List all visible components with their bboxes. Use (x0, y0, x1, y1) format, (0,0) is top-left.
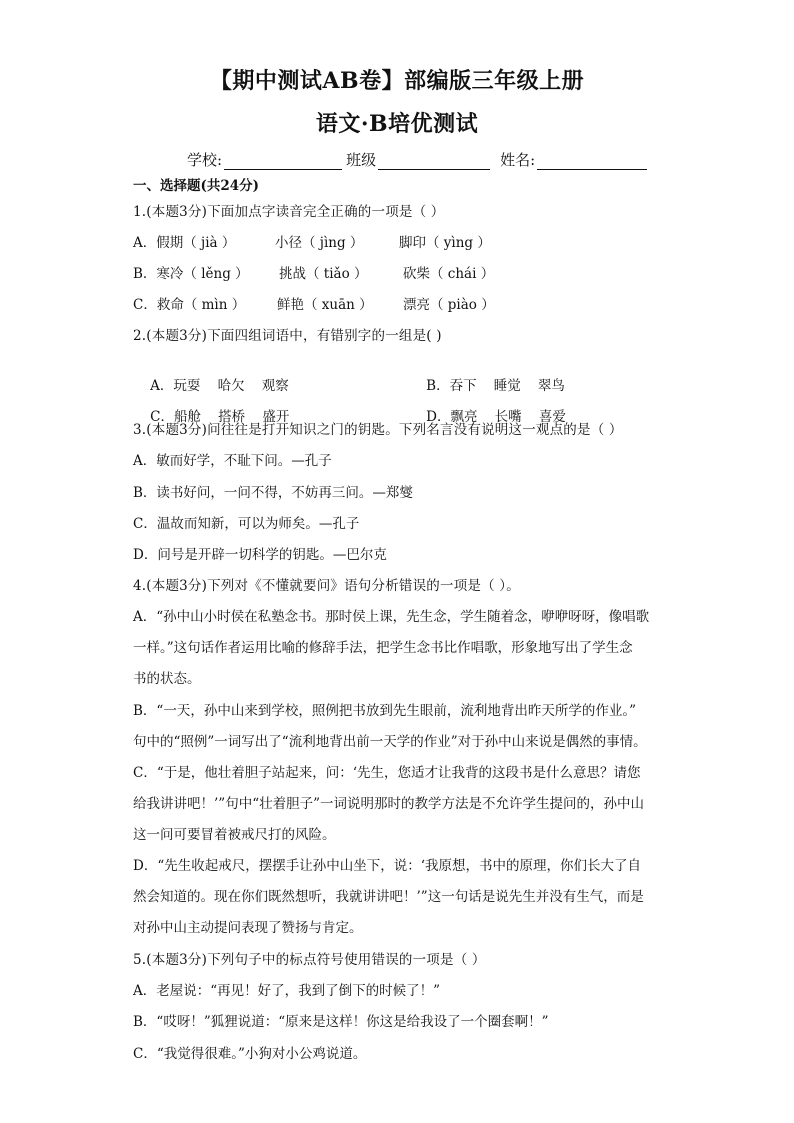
class-label: 班级 (346, 151, 377, 169)
question-2-option-c: C．船舱 搭桥 盛开 (150, 409, 290, 425)
question-2-option-a: A．玩耍 哈欠 观察 (150, 378, 289, 394)
question-1-option-b (133, 265, 494, 283)
question-2-stem: 2.(本题3分)下面四组词语中，有错别字的一组是( ) (133, 328, 442, 344)
question-4-option-a-line-1: A．“孙中山小时侯在私塾念书。那时侯上课，先生念，学生随着念，咿咿呀呀，像唱歌 (133, 609, 650, 625)
option-cell: 鲜艳（ xuān ） (277, 297, 373, 313)
question-1-option-c (133, 296, 495, 314)
school-label: 学校: (187, 151, 223, 169)
question-3-option-a: A．敏而好学，不耻下问。—孔子 (133, 453, 332, 469)
exam-subtitle: 语文·B培优测试 (315, 111, 479, 137)
question-4-option-d-line-3: 对孙中山主动提问表现了赞扬与肯定。 (133, 920, 363, 936)
option-cell: 小径（ jìng ） (275, 235, 364, 251)
option-cell: 挑战（ tiǎo ） (279, 266, 368, 282)
question-4-stem: 4.(本题3分)下列对《不懂就要问》语句分析错误的一项是（ ）。 (133, 578, 520, 594)
question-4-option-c-line-2: 给我讲讲吧！’”句中“壮着胆子”一词说明那时的教学方法是不允许学生提问的，孙中山 (133, 796, 644, 812)
question-2-option-b: B．吞下 睡觉 翠鸟 (426, 378, 565, 394)
name-label: 姓名: (500, 151, 536, 169)
question-4-option-d-line-1: D．“先生收起戒尺，摆摆手让孙中山坐下，说：‘我原想，书中的原理，你们长大了自 (133, 858, 642, 874)
question-3-option-c: C．温故而知新，可以为师矣。—孔子 (133, 516, 360, 532)
question-4-option-a-line-2: 一样。”这句话作者运用比喻的修辞手法，把学生念书比作唱歌，形象地写出了学生念 (133, 640, 633, 656)
question-4-option-b-line-1: B．“一天，孙中山来到学校，照例把书放到先生眼前，流利地背出昨天所学的作业。” (133, 703, 636, 719)
option-cell: 脚印（ yìng ） (399, 235, 491, 251)
option-cell: 漂亮（ piào ） (403, 297, 495, 313)
question-1-option-a (133, 234, 491, 252)
question-5-stem: 5.(本题3分)下列句子中的标点符号使用错误的一项是（ ） (133, 952, 486, 968)
question-3-option-d: D．问号是开辟一切科学的钥匙。—巴尔克 (133, 547, 387, 563)
option-cell: C．救命（ mìn ） (133, 297, 246, 313)
question-4-option-c-line-3: 这一问可要冒着被戒尺打的风险。 (133, 827, 336, 843)
option-cell: A．假期（ jià ） (133, 235, 236, 251)
question-3-option-b: B．读书好问，一问不得，不妨再三问。—郑燮 (133, 485, 413, 501)
exam-title: 【期中测试AB卷】部编版三年级上册 (209, 68, 585, 94)
name-blank[interactable] (537, 153, 647, 170)
question-3-stem: 3.(本题3分)问往往是打开知识之门的钥匙。下列名言没有说明这一观点的是（ ） (133, 422, 623, 438)
option-cell: 砍柴（ chái ） (403, 266, 495, 282)
section-heading: 一、选择题(共24分) (133, 178, 260, 194)
question-4-option-c-line-1: C．“于是，他壮着胆子站起来，问：‘先生，您适才让我背的这段书是什么意思？请您 (133, 765, 641, 781)
question-5-option-b: B．“哎呀！”狐狸说道：“原来是这样！你这是给我设了一个圈套啊！” (133, 1014, 549, 1030)
class-blank[interactable] (378, 153, 490, 170)
question-4-option-a-line-3: 书的状态。 (133, 671, 201, 687)
question-4-option-d-line-2: 然会知道的。现在你们既然想听，我就讲讲吧！’”这一句话是说先生并没有生气，而是 (133, 889, 644, 905)
question-1-stem: 1.(本题3分)下面加点字读音完全正确的一项是（ ） (133, 204, 445, 220)
question-5-option-a: A．老屋说：“再见！好了，我到了倒下的时候了！” (133, 983, 441, 999)
school-blank[interactable] (224, 153, 342, 170)
question-4-option-b-line-2: 句中的“照例”一词写出了“流利地背出前一天学的作业”对于孙中山来说是偶然的事情。 (133, 734, 647, 750)
question-2-option-d: D．飘亮 长嘴 喜爱 (426, 409, 566, 425)
option-cell: B．寒冷（ lěng ） (133, 266, 249, 282)
question-5-option-c: C．“我觉得很难。”小狗对小公鸡说道。 (133, 1046, 367, 1062)
student-info-row (187, 150, 667, 170)
